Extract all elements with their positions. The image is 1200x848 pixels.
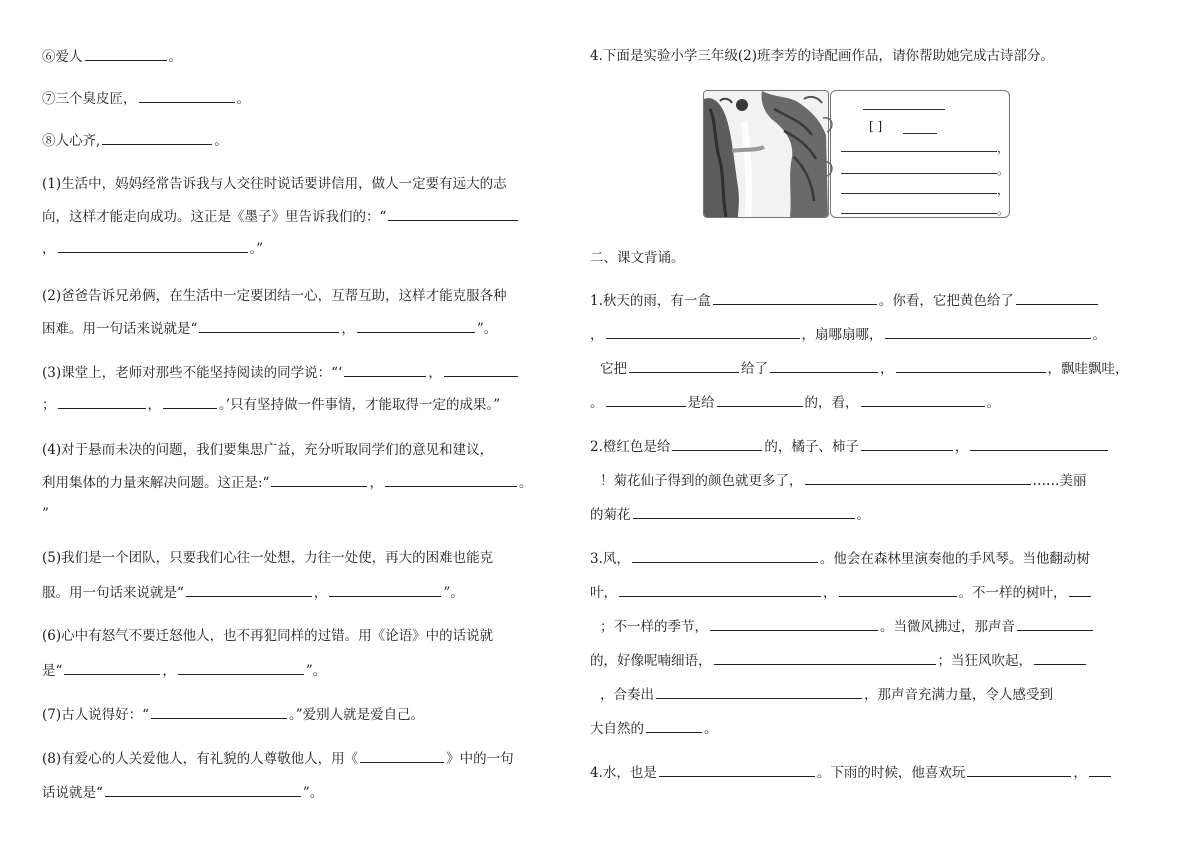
answer-blank[interactable] xyxy=(1034,650,1086,665)
landscape-painting xyxy=(703,90,829,218)
recite-1-line-2: ， ，扇哪扇哪， 。 xyxy=(590,324,1106,345)
item-7: ⑦三个臭皮匠， 。 xyxy=(42,88,250,109)
question-4-line-3: ” xyxy=(42,506,49,522)
answer-blank[interactable] xyxy=(970,436,1108,451)
answer-blank[interactable] xyxy=(105,782,301,797)
answer-blank[interactable] xyxy=(805,470,1031,485)
question-2-line-2: 困难。用一句话来说就是“ ， ”。 xyxy=(42,318,497,339)
answer-blank[interactable] xyxy=(606,324,800,339)
recite-3-line-4: 的，好像呢喃细语， ；当狂风吹起， xyxy=(590,650,1088,671)
answer-blank[interactable] xyxy=(714,650,936,665)
answer-blank[interactable] xyxy=(85,46,167,61)
answer-blank[interactable] xyxy=(58,238,248,253)
answer-blank[interactable] xyxy=(606,392,686,407)
question-4-line-2: 利用集体的力量来解决问题。这正是:“ ， 。 xyxy=(42,472,532,493)
answer-blank[interactable] xyxy=(633,504,855,519)
answer-blank[interactable] xyxy=(646,718,702,733)
poem-line-4-punct: 。 xyxy=(997,203,1010,217)
answer-blank[interactable] xyxy=(672,436,762,451)
answer-blank[interactable] xyxy=(861,392,985,407)
answer-blank[interactable] xyxy=(344,362,426,377)
question-8-line-2: 话说就是“ ”。 xyxy=(42,782,323,803)
answer-blank[interactable] xyxy=(629,358,739,373)
recite-2-line-2: ！菊花仙子得到的颜色就更多了， ……美丽 xyxy=(600,470,1087,491)
answer-blank[interactable] xyxy=(656,684,862,699)
recite-3-line-3: ；不一样的季节， 。当微风拂过，那声音 xyxy=(600,616,1095,637)
answer-blank[interactable] xyxy=(163,394,217,409)
recite-1-line-4: 。 是给 的，看， 。 xyxy=(590,392,1000,413)
answer-blank[interactable] xyxy=(839,582,957,597)
poem-line-3-blank[interactable] xyxy=(841,193,997,194)
recite-2-line-3: 的菊花 。 xyxy=(590,504,870,525)
recite-1-line-1: 1.秋天的雨，有一盒 。你看，它把黄色给了 xyxy=(590,290,1100,311)
poem-line-2-punct: 。 xyxy=(997,163,1010,177)
answer-blank[interactable] xyxy=(713,290,877,305)
answer-blank[interactable] xyxy=(199,318,339,333)
answer-blank[interactable] xyxy=(151,704,287,719)
mountain-waterfall-illustration xyxy=(704,91,828,217)
answer-blank[interactable] xyxy=(385,472,517,487)
answer-blank[interactable] xyxy=(271,472,367,487)
answer-blank[interactable] xyxy=(178,660,304,675)
poem-line-4-blank[interactable] xyxy=(841,213,997,214)
poem-line-1-blank[interactable] xyxy=(841,151,997,152)
answer-blank[interactable] xyxy=(770,358,878,373)
answer-blank[interactable] xyxy=(659,762,815,777)
question-2-line-1: (2)爸爸告诉兄弟俩，在生活中一定要团结一心，互帮互助，这样才能克服各种 xyxy=(42,288,507,304)
question-4-line-1: (4)对于悬而未决的问题，我们要集思广益，充分听取同学们的意见和建议， xyxy=(42,442,494,458)
question-3-line-2: ； ， 。’只有坚持做一件事情，才能取得一定的成果。” xyxy=(42,394,500,415)
item-6: ⑥爱人 。 xyxy=(42,46,182,67)
question-1-line-3: ， 。” xyxy=(42,238,263,259)
section-2-heading: 二、课文背诵。 xyxy=(590,250,685,266)
answer-blank[interactable] xyxy=(357,318,475,333)
answer-blank[interactable] xyxy=(861,436,953,451)
poem-line-1-punct: ， xyxy=(997,141,1010,155)
answer-blank[interactable] xyxy=(1016,290,1098,305)
recite-1-line-3: 它把 给了 ， ，飘哇飘哇， xyxy=(600,358,1129,379)
poem-author-blank[interactable] xyxy=(903,133,937,134)
answer-blank[interactable] xyxy=(632,548,818,563)
answer-blank[interactable] xyxy=(58,394,146,409)
answer-blank[interactable] xyxy=(896,358,1046,373)
answer-blank[interactable] xyxy=(444,362,518,377)
answer-blank[interactable] xyxy=(1017,616,1093,631)
recite-3-line-5: ，合奏出 ，那声音充满力量，令人感受到 xyxy=(600,684,1053,705)
recite-3-line-1: 3.风， 。他会在森林里演奏他的手风琴。当他翻动树 xyxy=(590,548,1090,569)
poem-answer-panel xyxy=(830,90,1010,218)
question-3-line-1: (3)课堂上，老师对那些不能坚持阅读的同学说：“‘ ， xyxy=(42,362,520,383)
answer-blank[interactable] xyxy=(717,392,803,407)
recite-2-line-1: 2.橙红色是给 的，橘子、柿子 ， xyxy=(590,436,1110,457)
answer-blank[interactable] xyxy=(64,660,160,675)
poem-line-2-blank[interactable] xyxy=(841,173,997,174)
poem-title-blank[interactable] xyxy=(863,109,945,110)
answer-blank[interactable] xyxy=(710,616,878,631)
answer-blank[interactable] xyxy=(619,582,821,597)
recite-3-line-6: 大自然的 。 xyxy=(590,718,718,739)
ring-binding-icon xyxy=(819,110,839,180)
poem-line-3-punct: ， xyxy=(997,183,1010,197)
answer-blank[interactable] xyxy=(1089,762,1111,777)
question-1-line-2: 向，这样才能走向成功。这正是《墨子》里告诉我们的：“ xyxy=(42,206,520,227)
answer-blank[interactable] xyxy=(388,206,518,221)
question-4-prompt: 4.下面是实验小学三年级(2)班李芳的诗配画作品，请你帮助她完成古诗部分。 xyxy=(590,48,1055,64)
recite-3-line-2: 叶， ， 。不一样的树叶， xyxy=(590,582,1093,603)
answer-blank[interactable] xyxy=(1069,582,1091,597)
poem-painting-figure xyxy=(703,90,1009,218)
question-1-line-1: (1)生活中，妈妈经常告诉我与人交往时说话要讲信用，做人一定要有远大的志 xyxy=(42,176,507,192)
answer-blank[interactable] xyxy=(329,582,441,597)
answer-blank[interactable] xyxy=(967,762,1071,777)
answer-blank[interactable] xyxy=(885,324,1091,339)
question-6-line-2: 是“ ， ”。 xyxy=(42,660,326,681)
question-8-line-1: (8)有爱心的人关爱他人，有礼貌的人尊敬他人，用《 》中的一句 xyxy=(42,748,514,769)
question-7-line-1: (7)古人说得好：“ 。”爱别人就是爱自己。 xyxy=(42,704,424,725)
answer-blank[interactable] xyxy=(102,130,212,145)
question-5-line-1: (5)我们是一个团队，只要我们心往一处想，力往一处使，再大的困难也能克 xyxy=(42,550,494,566)
author-dynasty-brackets: [ ] xyxy=(869,119,883,133)
question-5-line-2: 服。用一句话来说就是“ ， ”。 xyxy=(42,582,464,603)
answer-blank[interactable] xyxy=(360,748,444,763)
answer-blank[interactable] xyxy=(139,88,235,103)
item-8: ⑧人心齐, 。 xyxy=(42,130,228,151)
answer-blank[interactable] xyxy=(186,582,312,597)
question-6-line-1: (6)心中有怒气不要迁怒他人，也不再犯同样的过错。用《论语》中的话说就 xyxy=(42,628,494,644)
recite-4-line-1: 4.水，也是 。下雨的时候，他喜欢玩 ， xyxy=(590,762,1113,783)
